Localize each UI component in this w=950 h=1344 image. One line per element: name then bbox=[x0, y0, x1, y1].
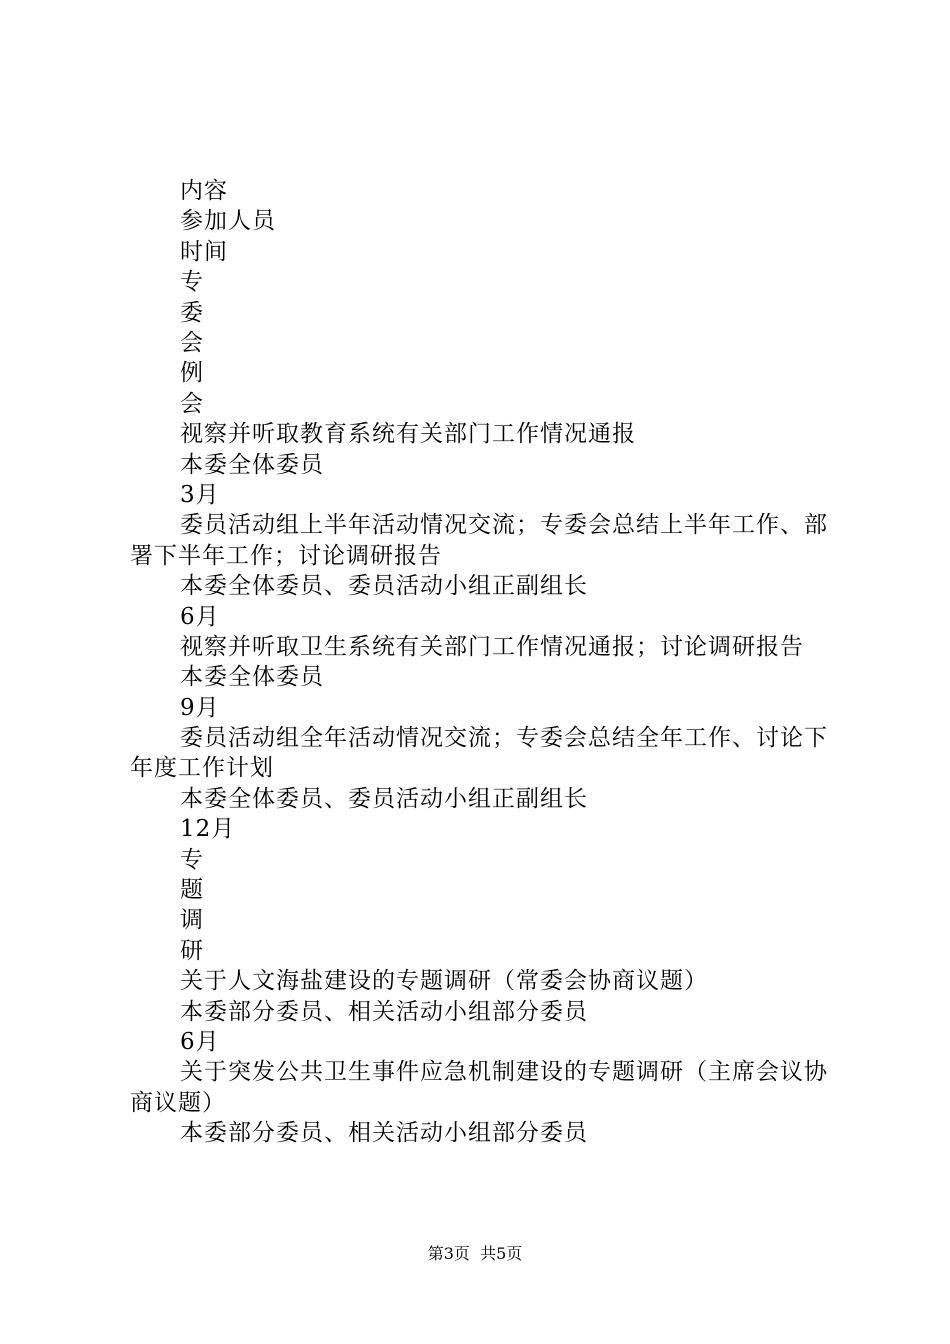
text-paragraph: 关于突发公共卫生事件应急机制建设的专题调研（主席会议协商议题） bbox=[130, 1059, 828, 1116]
text-line: 本委全体委员 bbox=[180, 664, 324, 691]
text-line: 视察并听取教育系统有关部门工作情况通报 bbox=[180, 421, 636, 448]
text-paragraph: 视察并听取卫生系统有关部门工作情况通报；讨论调研报告 bbox=[180, 633, 804, 660]
text-line: 研 bbox=[180, 937, 204, 964]
text-line: 12月 bbox=[180, 816, 236, 843]
text-line: 3月 bbox=[180, 481, 220, 508]
text-paragraph: 委员活动组上半年活动情况交流；专委会总结上半年工作、部署下半年工作；讨论调研报告 bbox=[130, 512, 828, 569]
text-line: 会 bbox=[180, 390, 204, 417]
text-line: 本委部分委员、相关活动小组部分委员 bbox=[180, 998, 588, 1025]
page-footer: 第3页 共5页 bbox=[427, 1244, 523, 1263]
text-line: 关于人文海盐建设的专题调研（常委会协商议题） bbox=[180, 968, 708, 995]
text-line: 本委全体委员、委员活动小组正副组长 bbox=[180, 785, 588, 812]
text-line: 委 bbox=[180, 299, 204, 326]
text-line: 6月 bbox=[180, 1029, 220, 1056]
text-line: 会 bbox=[180, 329, 204, 356]
text-line: 题 bbox=[180, 877, 204, 904]
text-line: 专 bbox=[180, 846, 204, 873]
text-line: 6月 bbox=[180, 603, 220, 630]
text-line: 调 bbox=[180, 907, 204, 934]
text-line: 9月 bbox=[180, 694, 220, 721]
text-line: 专 bbox=[180, 269, 204, 296]
text-line: 本委全体委员、委员活动小组正副组长 bbox=[180, 573, 588, 600]
text-paragraph: 委员活动组全年活动情况交流；专委会总结全年工作、讨论下年度工作计划 bbox=[130, 725, 828, 782]
text-line: 本委全体委员 bbox=[180, 451, 324, 478]
document-body bbox=[130, 176, 850, 1149]
text-line: 例 bbox=[180, 360, 204, 387]
text-line: 参加人员 bbox=[180, 208, 276, 235]
text-line: 本委部分委员、相关活动小组部分委员 bbox=[180, 1120, 588, 1147]
text-line: 时间 bbox=[180, 238, 228, 265]
text-line: 内容 bbox=[180, 178, 228, 204]
